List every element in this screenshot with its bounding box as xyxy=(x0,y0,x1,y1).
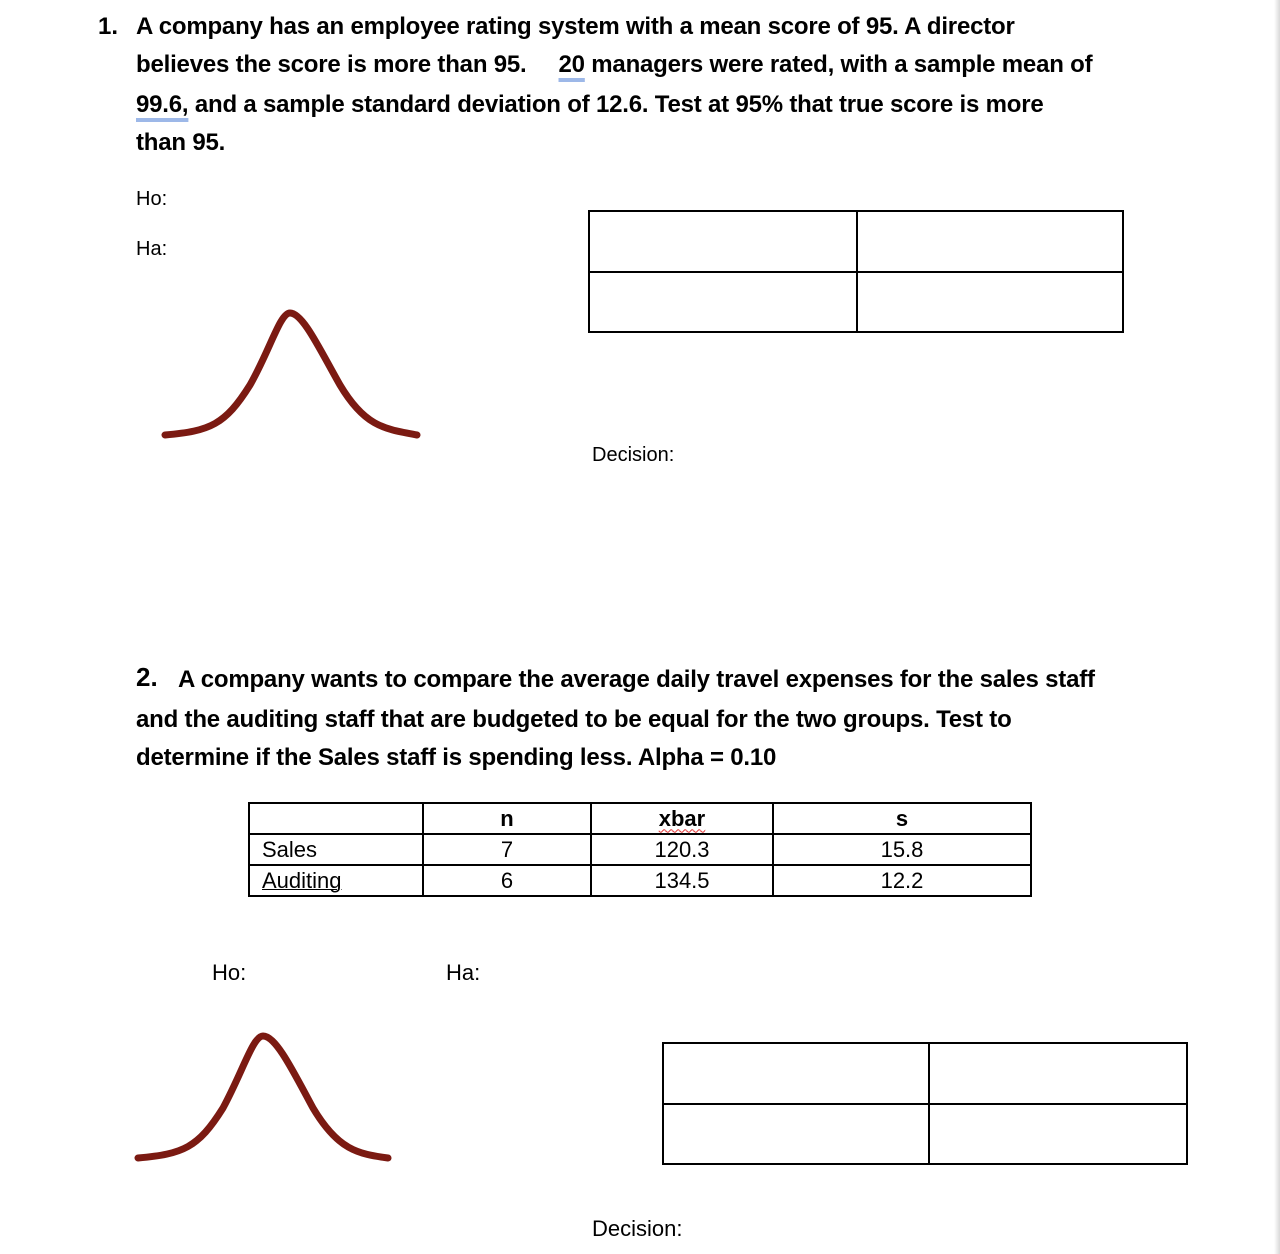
table-header-s: s xyxy=(773,803,1031,834)
q1-bell-curve-icon xyxy=(155,305,425,445)
q2-bell-curve-icon xyxy=(128,1026,398,1166)
q2-line-2: and the auditing staff that are budgeted to be equal for the two groups. Test to xyxy=(136,706,1012,733)
q2-line-3: determine if the Sales staff is spending less. Alpha = 0.10 xyxy=(136,744,777,771)
table-cell-group: Sales xyxy=(249,834,423,865)
q2-grid-cell[interactable] xyxy=(929,1104,1187,1164)
auditing-text: Auditing xyxy=(262,867,342,893)
q1-decision-label: Decision: xyxy=(592,444,675,466)
q1-question-text xyxy=(136,8,1092,162)
table-cell-s: 15.8 xyxy=(773,834,1031,865)
q1-line-2b: managers were rated, with a sample mean of xyxy=(584,51,1093,78)
q2-decision-label: Decision: xyxy=(592,1216,683,1241)
q1-grid-cell[interactable] xyxy=(589,272,857,332)
table-cell-n: 6 xyxy=(423,865,591,896)
q1-bell-curve-path xyxy=(165,313,417,435)
q2-line-1: A company wants to compare the average daily travel expenses for the sales staff xyxy=(178,666,1095,693)
q2-grid-cell[interactable] xyxy=(663,1043,929,1104)
q2-question-text xyxy=(136,660,1095,778)
q2-bell-curve-path xyxy=(138,1036,388,1158)
table-cell-s: 12.2 xyxy=(773,865,1031,896)
q1-sample-mean: 99.6, xyxy=(136,91,189,118)
q2-grid-cell[interactable] xyxy=(929,1043,1187,1104)
q1-ha-label: Ha: xyxy=(136,238,168,260)
table-cell-n: 7 xyxy=(423,834,591,865)
table-header-n: n xyxy=(423,803,591,834)
q1-grid-cell[interactable] xyxy=(589,211,857,272)
table-header-group xyxy=(249,803,423,834)
q2-answer-grid xyxy=(662,1042,1188,1165)
q2-ho-label: Ho: xyxy=(212,960,247,985)
q1-line-3 xyxy=(136,86,1092,124)
table-row xyxy=(249,834,1031,865)
q1-line-2a: believes the score is more than 95. xyxy=(136,51,527,78)
q1-line-3b: and a sample standard deviation of 12.6. Test at 95% that true score is more xyxy=(188,91,1044,118)
q2-ha-label: Ha: xyxy=(446,960,481,985)
table-header-row xyxy=(249,803,1031,834)
q2-data-table xyxy=(248,802,1032,897)
table-row xyxy=(249,865,1031,896)
table-cell-group xyxy=(249,865,423,896)
q1-answer-grid xyxy=(588,210,1124,333)
q2-number: 2. xyxy=(136,662,158,692)
q1-grid-cell[interactable] xyxy=(857,272,1123,332)
q2-grid-cell[interactable] xyxy=(663,1104,929,1164)
q1-line-2 xyxy=(136,46,1092,84)
q1-line-4: than 95. xyxy=(136,129,226,156)
page-edge-shadow xyxy=(1274,0,1280,1254)
q1-ho-label: Ho: xyxy=(136,188,168,210)
q1-grid-cell[interactable] xyxy=(857,211,1123,272)
table-header-xbar xyxy=(591,803,773,834)
q1-number: 1. xyxy=(98,13,119,40)
q1-sample-size: 20 xyxy=(558,51,585,78)
table-cell-xbar: 134.5 xyxy=(591,865,773,896)
q1-line-1: A company has an employee rating system with a mean score of 95. A director xyxy=(136,13,1015,40)
xbar-header-text: xbar xyxy=(658,805,706,831)
table-cell-xbar: 120.3 xyxy=(591,834,773,865)
